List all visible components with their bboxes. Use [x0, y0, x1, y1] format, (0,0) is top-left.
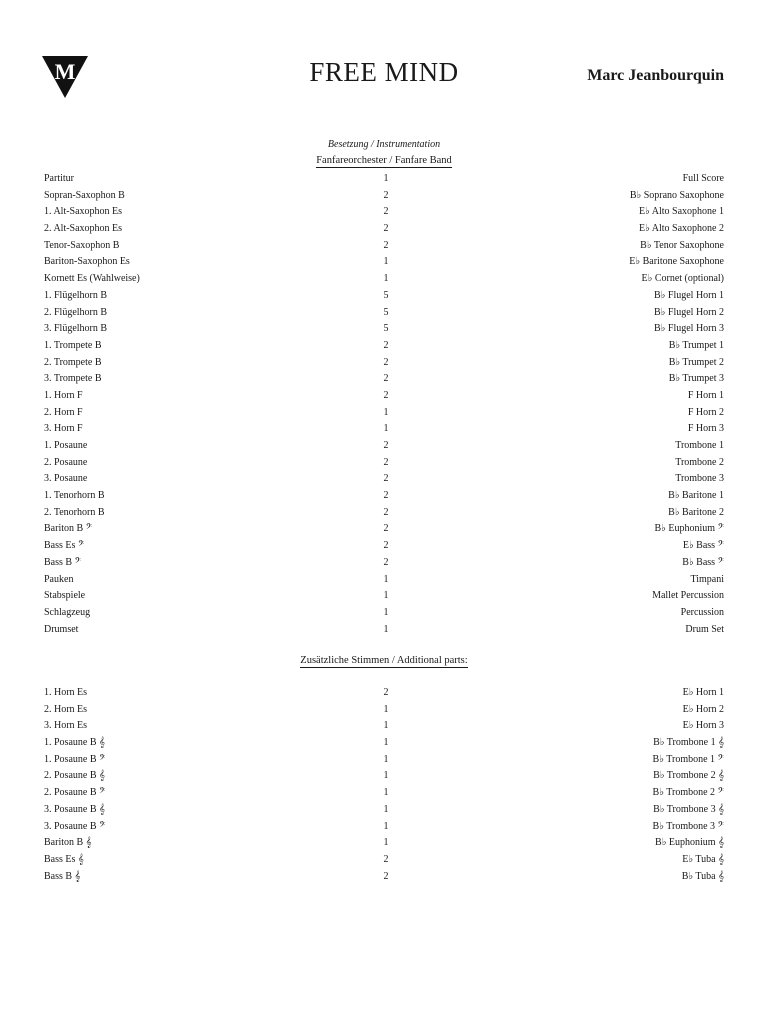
- part-name-english: E♭ Alto Saxophone 1: [639, 206, 724, 218]
- part-row: [0, 238, 768, 255]
- part-name-german: Stabspiele: [44, 590, 86, 602]
- part-name-english: Drum Set: [685, 623, 724, 635]
- part-name-english: B♭ Euphonium 𝄞: [655, 837, 724, 849]
- part-name-english: Trombone 1: [675, 440, 724, 451]
- part-name-german: 1. Alt-Saxophon Es: [44, 206, 123, 218]
- part-name-english: Mallet Percussion: [652, 590, 724, 602]
- part-quantity: 1: [383, 770, 389, 782]
- part-name-german: 1. Horn Es: [44, 687, 88, 698]
- part-name-german: Partitur: [44, 173, 74, 184]
- part-name-english: F Horn 3: [687, 423, 724, 435]
- part-row: [0, 388, 768, 405]
- piece-title: FREE MIND: [309, 57, 459, 87]
- part-row: [0, 785, 768, 802]
- part-quantity: 2: [383, 389, 389, 401]
- part-name-english: B♭ Trombone 1 𝄢: [652, 753, 724, 765]
- part-row: [0, 555, 768, 572]
- part-quantity: 1: [383, 406, 389, 418]
- part-name-english: B♭ Trumpet 1: [668, 339, 724, 351]
- composer-name: Marc Jeanbourquin: [587, 67, 724, 84]
- part-name-german: 2. Alt-Saxophon Es: [44, 223, 123, 235]
- part-name-english: B♭ Flugel Horn 2: [654, 306, 724, 318]
- part-quantity: 2: [383, 853, 389, 865]
- part-name-english: Trombone 3: [675, 473, 724, 485]
- part-name-german: 2. Horn F: [44, 406, 83, 418]
- part-quantity: 1: [383, 590, 389, 602]
- part-quantity: 5: [383, 306, 389, 318]
- part-quantity: 1: [383, 573, 389, 585]
- part-name-german: 2. Horn Es: [44, 703, 88, 715]
- part-quantity: 1: [383, 753, 389, 765]
- part-quantity: 5: [383, 323, 389, 335]
- part-name-german: Sopran-Saxophon B: [44, 189, 125, 201]
- part-name-english: Percussion: [680, 606, 724, 618]
- part-name-english: E♭ Cornet (optional): [641, 273, 724, 285]
- part-row: [0, 685, 768, 702]
- part-name-german: 3. Flügelhorn B: [44, 323, 108, 335]
- part-name-german: Bariton-Saxophon Es: [44, 256, 130, 268]
- part-row: [0, 254, 768, 271]
- part-quantity: 2: [383, 490, 389, 502]
- part-name-german: 3. Trompete B: [44, 373, 102, 385]
- part-row: [0, 188, 768, 205]
- part-name-german: Bass B 𝄢: [44, 556, 81, 568]
- additional-section-title-text: Zusätzliche Stimmen / Additional parts:: [300, 655, 468, 666]
- part-name-german: 2. Trompete B: [44, 356, 102, 368]
- part-name-english: B♭ Euphonium 𝄢: [654, 523, 724, 535]
- part-row: [0, 305, 768, 322]
- part-row: [0, 852, 768, 869]
- part-row: [0, 288, 768, 305]
- part-row: [0, 271, 768, 288]
- part-row: [0, 588, 768, 605]
- part-row: [0, 835, 768, 852]
- part-row: [0, 572, 768, 589]
- part-name-english: B♭ Baritone 2: [668, 506, 724, 518]
- part-row: [0, 355, 768, 372]
- part-row: [0, 371, 768, 388]
- instrument-list: [0, 171, 768, 638]
- part-quantity: 2: [383, 440, 389, 451]
- part-row: [0, 204, 768, 221]
- logo-letter: M: [54, 59, 76, 84]
- part-name-english: B♭ Tuba 𝄞: [681, 870, 724, 882]
- part-name-english: B♭ Tenor Saxophone: [640, 239, 724, 251]
- part-quantity: 1: [383, 606, 389, 618]
- part-quantity: 1: [383, 720, 389, 732]
- part-name-german: 2. Posaune: [44, 456, 88, 468]
- part-row: [0, 321, 768, 338]
- part-name-german: Bass Es 𝄢: [44, 540, 85, 552]
- part-row: [0, 869, 768, 886]
- part-name-german: Bariton B 𝄞: [44, 837, 92, 849]
- part-name-german: Kornett Es (Wahlweise): [44, 273, 140, 285]
- part-quantity: 5: [383, 289, 389, 301]
- part-row: [0, 735, 768, 752]
- part-name-english: B♭ Flugel Horn 3: [654, 323, 724, 335]
- part-row: [0, 421, 768, 438]
- part-name-german: Tenor-Saxophon B: [44, 239, 120, 251]
- part-name-english: E♭ Alto Saxophone 2: [639, 223, 724, 235]
- additional-parts-list: [0, 685, 768, 885]
- part-name-german: 2. Posaune B 𝄞: [44, 770, 105, 782]
- part-row: [0, 802, 768, 819]
- part-name-english: B♭ Bass 𝄢: [682, 556, 724, 568]
- band-section-title: [0, 155, 768, 166]
- part-name-german: 1. Flügelhorn B: [44, 289, 108, 301]
- part-row: [0, 488, 768, 505]
- part-name-english: F Horn 2: [687, 406, 724, 418]
- part-name-english: B♭ Baritone 1: [668, 490, 724, 502]
- part-quantity: 1: [383, 423, 389, 435]
- part-row: [0, 622, 768, 639]
- part-name-english: E♭ Horn 3: [682, 720, 724, 732]
- part-name-english: Timpani: [690, 573, 724, 585]
- part-name-english: F Horn 1: [687, 389, 724, 401]
- part-name-german: 1. Horn F: [44, 389, 83, 401]
- part-row: [0, 605, 768, 622]
- part-quantity: 1: [383, 787, 389, 799]
- part-name-german: 1. Posaune: [44, 440, 88, 451]
- part-quantity: 1: [383, 703, 389, 715]
- part-name-english: B♭ Trombone 3 𝄞: [653, 803, 724, 815]
- part-row: [0, 768, 768, 785]
- part-quantity: 2: [383, 189, 389, 201]
- part-name-german: Drumset: [44, 623, 79, 635]
- part-name-german: Bass B 𝄞: [44, 870, 81, 882]
- part-name-german: 2. Tenorhorn B: [44, 506, 105, 518]
- instrumentation-heading: Besetzung / Instrumentation: [327, 139, 441, 150]
- part-row: [0, 702, 768, 719]
- part-row: [0, 221, 768, 238]
- part-name-english: Full Score: [682, 173, 724, 184]
- part-name-german: Bass Es 𝄞: [44, 853, 84, 865]
- part-name-english: E♭ Tuba 𝄞: [682, 853, 724, 865]
- part-row: [0, 505, 768, 522]
- part-quantity: 1: [383, 273, 389, 285]
- part-quantity: 2: [383, 456, 389, 468]
- part-row: [0, 718, 768, 735]
- part-name-english: B♭ Trumpet 2: [668, 356, 724, 368]
- part-name-english: B♭ Trombone 3 𝄢: [652, 820, 724, 832]
- part-quantity: 2: [383, 687, 389, 698]
- band-section-title-text: Fanfareorchester / Fanfare Band: [316, 155, 452, 166]
- part-name-english: E♭ Horn 1: [682, 687, 724, 698]
- part-name-english: B♭ Flugel Horn 1: [654, 289, 724, 301]
- part-name-english: Trombone 2: [675, 456, 724, 468]
- part-name-english: B♭ Trombone 2 𝄞: [653, 770, 724, 782]
- part-name-german: Bariton B 𝄢: [44, 523, 93, 535]
- part-quantity: 1: [383, 256, 389, 268]
- part-name-german: 1. Trompete B: [44, 339, 102, 351]
- part-row: [0, 752, 768, 769]
- part-quantity: 2: [383, 339, 389, 351]
- part-name-german: 3. Horn Es: [44, 720, 88, 732]
- part-quantity: 2: [383, 373, 389, 385]
- part-row: [0, 455, 768, 472]
- part-row: [0, 338, 768, 355]
- part-quantity: 2: [383, 556, 389, 568]
- part-name-german: 3. Posaune B 𝄞: [44, 803, 105, 815]
- part-name-english: B♭ Soprano Saxophone: [629, 189, 724, 201]
- part-name-german: 2. Flügelhorn B: [44, 306, 108, 318]
- part-name-english: E♭ Baritone Saxophone: [629, 256, 724, 268]
- part-quantity: 2: [383, 356, 389, 368]
- additional-section-title: [0, 655, 768, 666]
- part-row: [0, 538, 768, 555]
- part-row: [0, 405, 768, 422]
- part-name-english: E♭ Bass 𝄢: [682, 540, 724, 552]
- part-row: [0, 171, 768, 188]
- part-name-german: Schlagzeug: [44, 606, 91, 618]
- part-row: [0, 471, 768, 488]
- part-name-german: 3. Posaune B 𝄢: [44, 820, 106, 832]
- part-name-german: 1. Tenorhorn B: [44, 490, 105, 502]
- part-name-english: B♭ Trumpet 3: [668, 373, 724, 385]
- part-quantity: 2: [383, 870, 389, 882]
- part-quantity: 2: [383, 473, 389, 485]
- part-name-german: 1. Posaune B 𝄞: [44, 737, 105, 749]
- part-name-german: 1. Posaune B 𝄢: [44, 753, 106, 765]
- part-name-german: 3. Posaune: [44, 473, 88, 485]
- part-name-english: B♭ Trombone 1 𝄞: [653, 737, 724, 749]
- part-quantity: 1: [383, 623, 389, 635]
- part-name-german: Pauken: [44, 573, 74, 585]
- part-quantity: 1: [383, 173, 389, 184]
- part-quantity: 2: [383, 239, 389, 251]
- part-quantity: 1: [383, 737, 389, 749]
- part-name-german: 2. Posaune B 𝄢: [44, 787, 106, 799]
- part-name-english: B♭ Trombone 2 𝄢: [652, 787, 724, 799]
- part-quantity: 1: [383, 837, 389, 849]
- part-quantity: 2: [383, 506, 389, 518]
- part-quantity: 2: [383, 223, 389, 235]
- part-quantity: 2: [383, 206, 389, 218]
- part-quantity: 1: [383, 820, 389, 832]
- part-row: [0, 521, 768, 538]
- part-quantity: 1: [383, 803, 389, 815]
- part-name-german: 3. Horn F: [44, 423, 83, 435]
- part-row: [0, 819, 768, 836]
- part-quantity: 2: [383, 523, 389, 535]
- part-quantity: 2: [383, 540, 389, 552]
- part-name-english: E♭ Horn 2: [682, 703, 724, 715]
- part-row: [0, 438, 768, 455]
